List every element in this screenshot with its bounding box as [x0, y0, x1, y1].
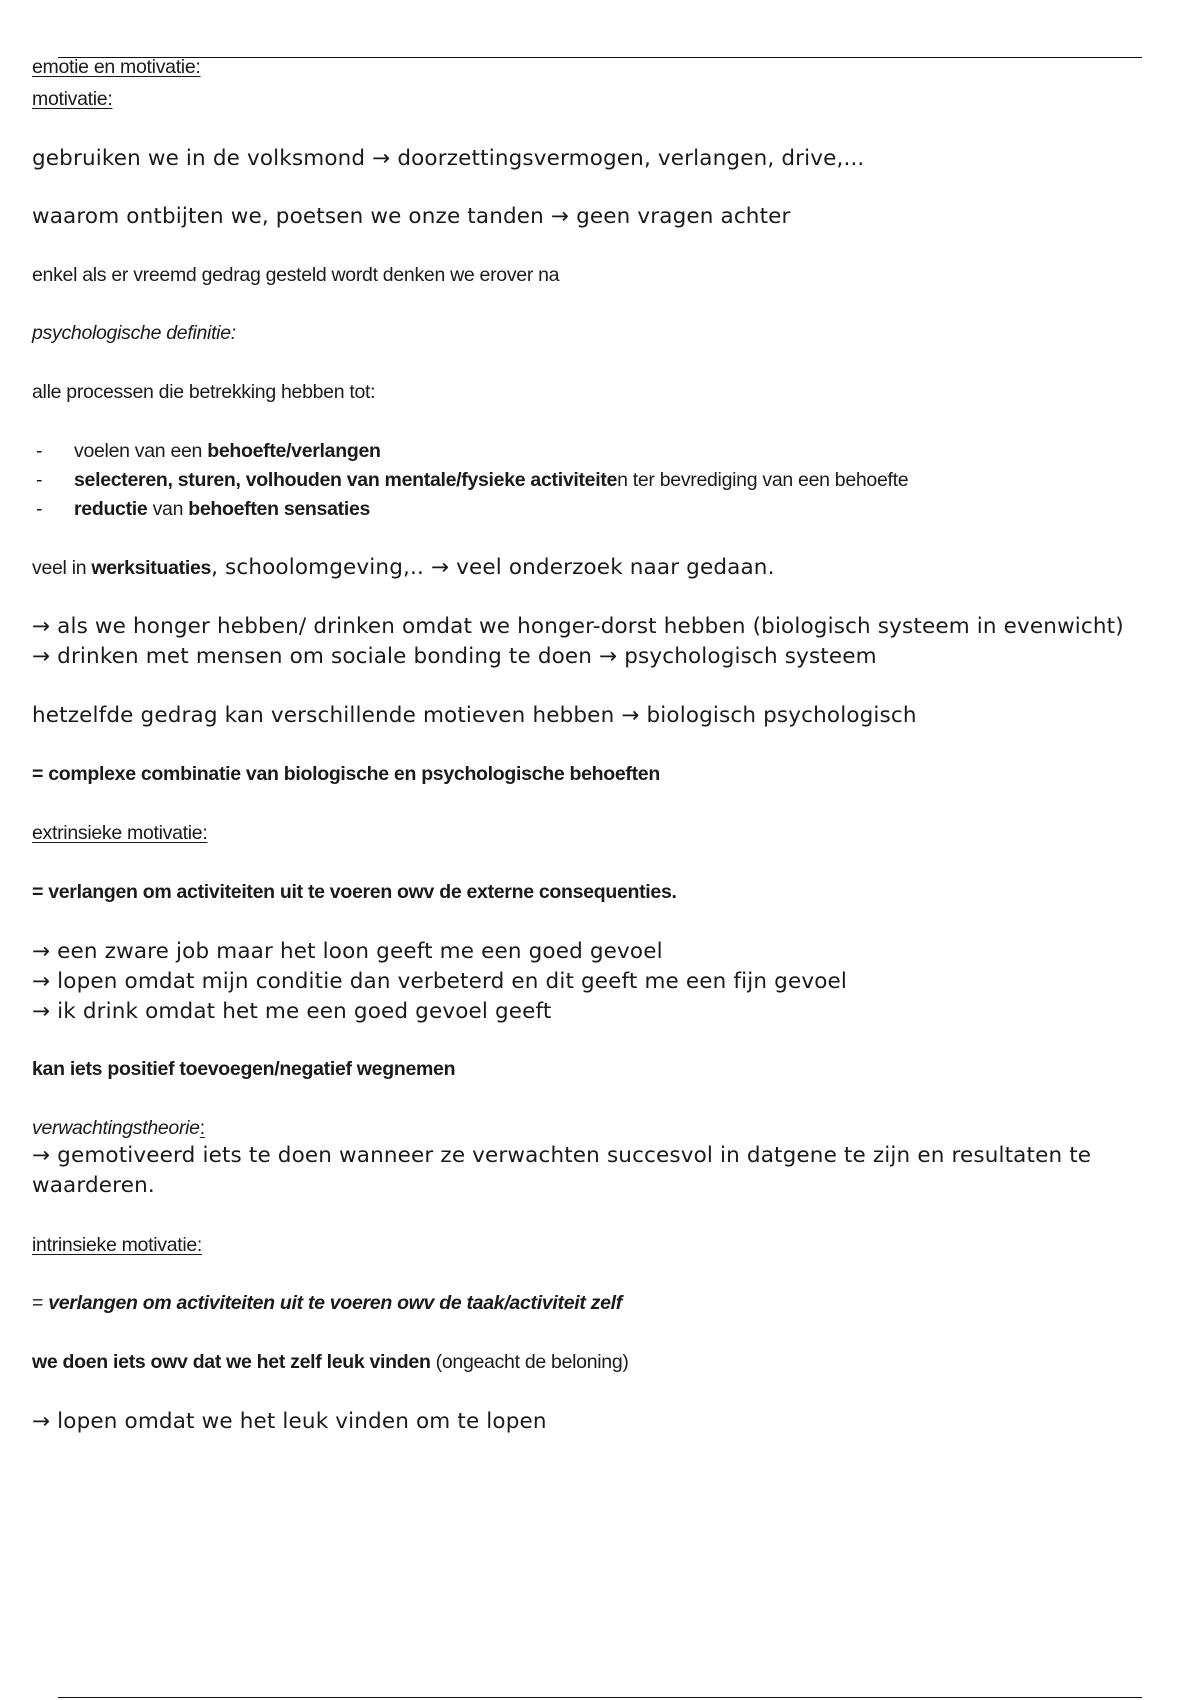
bullet-bold-text: behoefte/verlangen — [207, 440, 381, 462]
bullet-bold-text: selecteren, sturen, volhouden van mentale/fysieke activiteite — [74, 469, 618, 491]
text-line — [32, 555, 775, 580]
text-line: enkel als er vreemd gedrag gesteld wordt denken we erover na — [32, 264, 560, 286]
definition-prefix: = — [32, 1292, 49, 1314]
text-line: hetzelfde gedrag kan verschillende motieven hebben → biologisch psychologisch — [32, 703, 917, 728]
bullet-text: voelen van een — [74, 440, 208, 462]
text-line: waarom ontbijten we, poetsen we onze tanden → geen vragen achter — [32, 204, 791, 229]
text-line: → gemotiveerd iets te doen wanneer ze verwachten succesvol in datgene te zijn en resultaten te — [32, 1143, 1092, 1168]
text-fragment: (ongeacht de beloning) — [430, 1351, 629, 1373]
theory-label-line — [32, 1117, 205, 1140]
example-line: → lopen omdat mijn conditie dan verbeterd en dit geeft me een fijn gevoel — [32, 969, 848, 994]
example-line: → lopen omdat we het leuk vinden om te lopen — [32, 1409, 547, 1434]
conclusion-line: = complexe combinatie van biologische en psychologische behoeften — [32, 763, 660, 785]
page-title: emotie en motivatie: — [32, 56, 201, 78]
text-line: gebruiken we in de volksmond → doorzettingsvermogen, verlangen, drive,... — [32, 146, 865, 171]
theory-colon: : — [199, 1117, 205, 1139]
bullet-marker: - — [36, 440, 43, 462]
definition-line — [32, 1292, 622, 1315]
example-line: → ik drink omdat het me een goed gevoel geeft — [32, 999, 552, 1024]
definition-label: psychologische definitie: — [32, 322, 236, 344]
definition-text: verlangen om activiteiten uit te voeren owv de taak/activiteit zelf — [48, 1292, 622, 1314]
text-fragment: , schoolomgeving,.. → veel onderzoek naar gedaan. — [211, 555, 775, 580]
bullet-item — [74, 469, 908, 492]
definition-line: = verlangen om activiteiten uit te voeren owv de externe consequenties. — [32, 881, 677, 903]
bullet-item — [74, 498, 370, 521]
bullet-item — [74, 440, 381, 463]
section-heading-intrinsiek: intrinsieke motivatie: — [32, 1234, 203, 1256]
text-line — [32, 1351, 629, 1374]
section-heading-motivatie: motivatie: — [32, 88, 113, 110]
text-line: waarderen. — [32, 1173, 155, 1198]
text-fragment: veel in — [32, 557, 92, 579]
text-line: → als we honger hebben/ drinken omdat we honger-dorst hebben (biologisch systeem in evenwicht) — [32, 614, 1124, 639]
section-heading-extrinsiek: extrinsieke motivatie: — [32, 822, 208, 844]
bold-fragment: we doen iets owv dat we het zelf leuk vinden — [32, 1351, 431, 1373]
text-line: → drinken met mensen om sociale bonding te doen → psychologisch systeem — [32, 644, 877, 669]
example-line: → een zware job maar het loon geeft me een goed gevoel — [32, 939, 663, 964]
bullet-bold-text: behoeften sensaties — [188, 498, 371, 520]
bullet-text: van — [147, 498, 189, 520]
bullet-marker: - — [36, 498, 43, 520]
bullet-text: n ter bevrediging van een behoefte — [617, 469, 909, 491]
bullet-bold-text: reductie — [74, 498, 148, 520]
note-line: kan iets positief toevoegen/negatief wegnemen — [32, 1058, 456, 1080]
top-page-rule — [58, 57, 1142, 58]
text-line: alle processen die betrekking hebben tot: — [32, 381, 376, 403]
bold-fragment: werksituaties — [91, 557, 212, 579]
theory-label: verwachtingstheorie — [32, 1117, 200, 1139]
bullet-marker: - — [36, 469, 43, 491]
bottom-page-rule — [58, 1697, 1142, 1698]
